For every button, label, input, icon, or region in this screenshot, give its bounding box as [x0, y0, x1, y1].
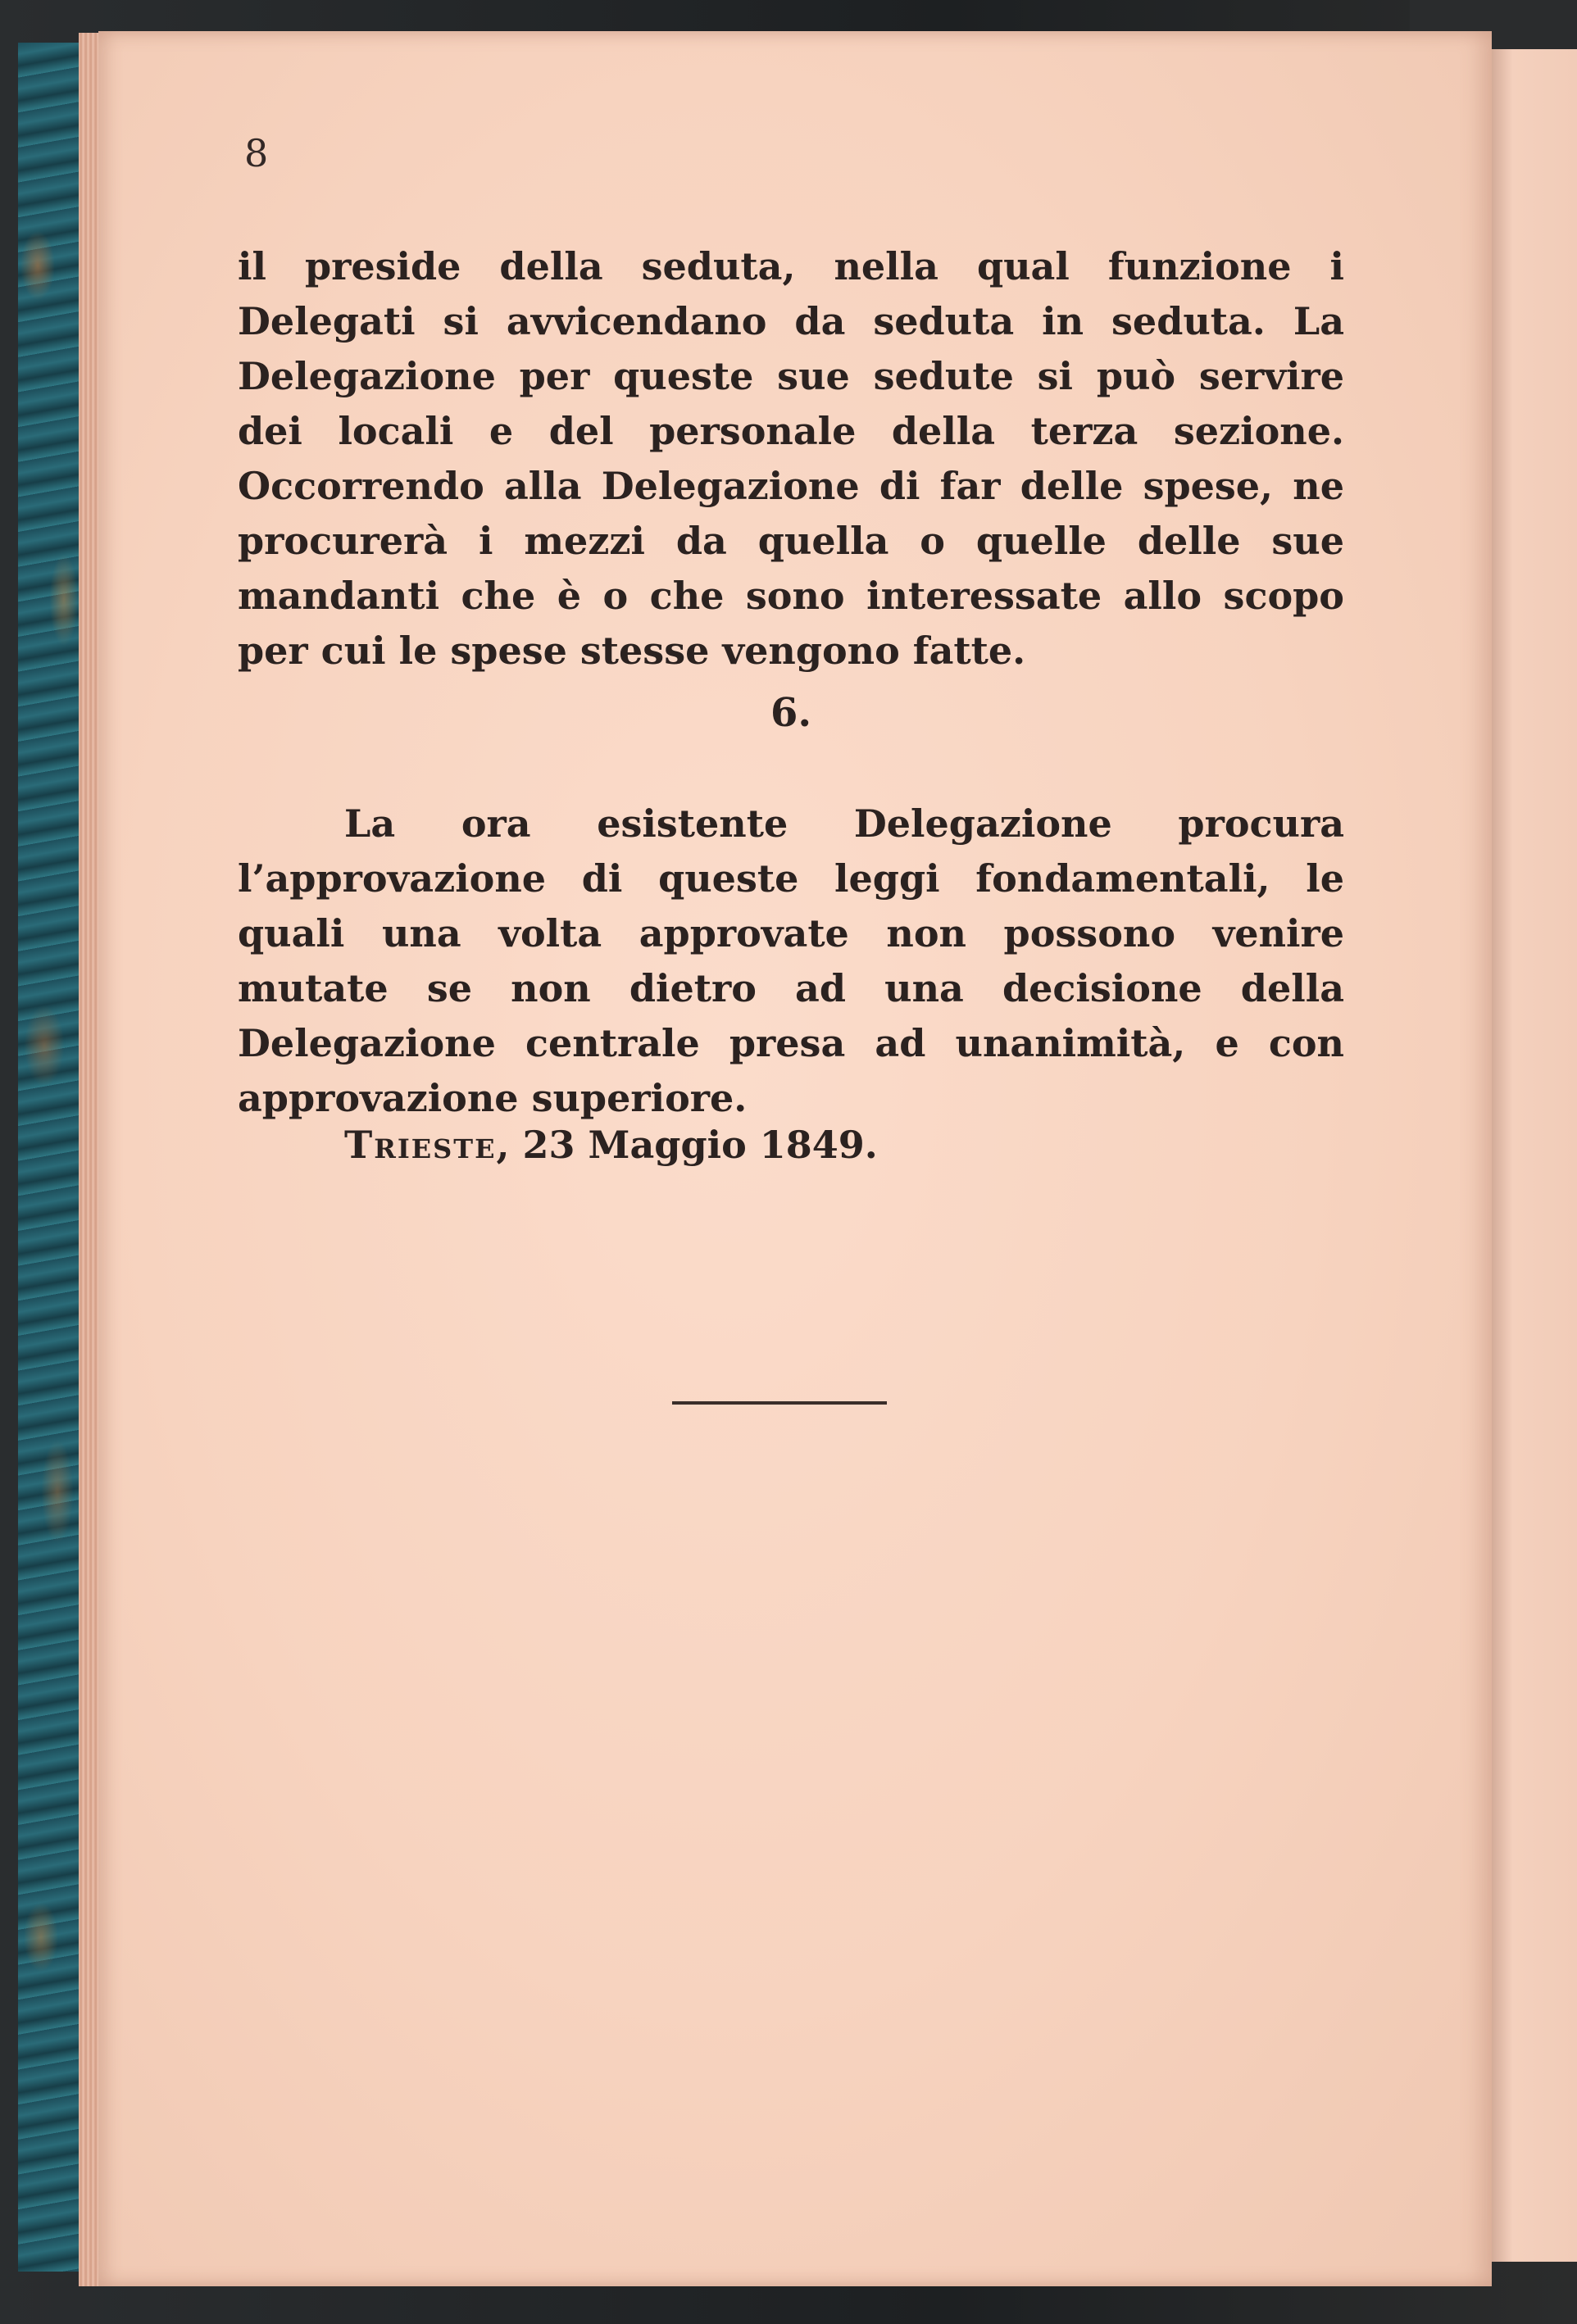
page-number: 8 — [244, 131, 269, 175]
signature-block — [238, 1123, 1344, 1167]
text-block-2 — [238, 797, 1344, 1126]
paragraph-1: il preside della seduta, nella qual funzione i Delegati si avvicendano da seduta in seduta. La Delegazione per queste sue sedute si può servire dei locali e del personale della terza sezione. Occorrendo alla Delegazione di far delle spese, ne procurerà i mezzi da quella o quelle delle sue mandanti che è o che sono interessate allo scopo per cui le spese stesse vengono fatte. — [238, 244, 1344, 673]
text-block-1 — [238, 239, 1344, 679]
signature-date: , 23 Maggio 1849. — [496, 1123, 878, 1167]
horizontal-rule — [672, 1401, 887, 1405]
signature-line — [238, 1123, 1344, 1167]
next-page-edge — [1485, 49, 1577, 2262]
paragraph-2: La ora esistente Delegazione procura l’approvazione di queste leggi fondamentali, le quali una volta approvate non possono venire mutate se non dietro ad una decisione della Delegazione centrale presa ad unanimità, e con approvazione superiore. — [238, 801, 1344, 1120]
marbled-cover-edge — [18, 43, 86, 2272]
section-number: 6. — [770, 690, 812, 736]
section-heading-block — [238, 690, 1344, 736]
signature-place: Trieste — [344, 1123, 497, 1167]
